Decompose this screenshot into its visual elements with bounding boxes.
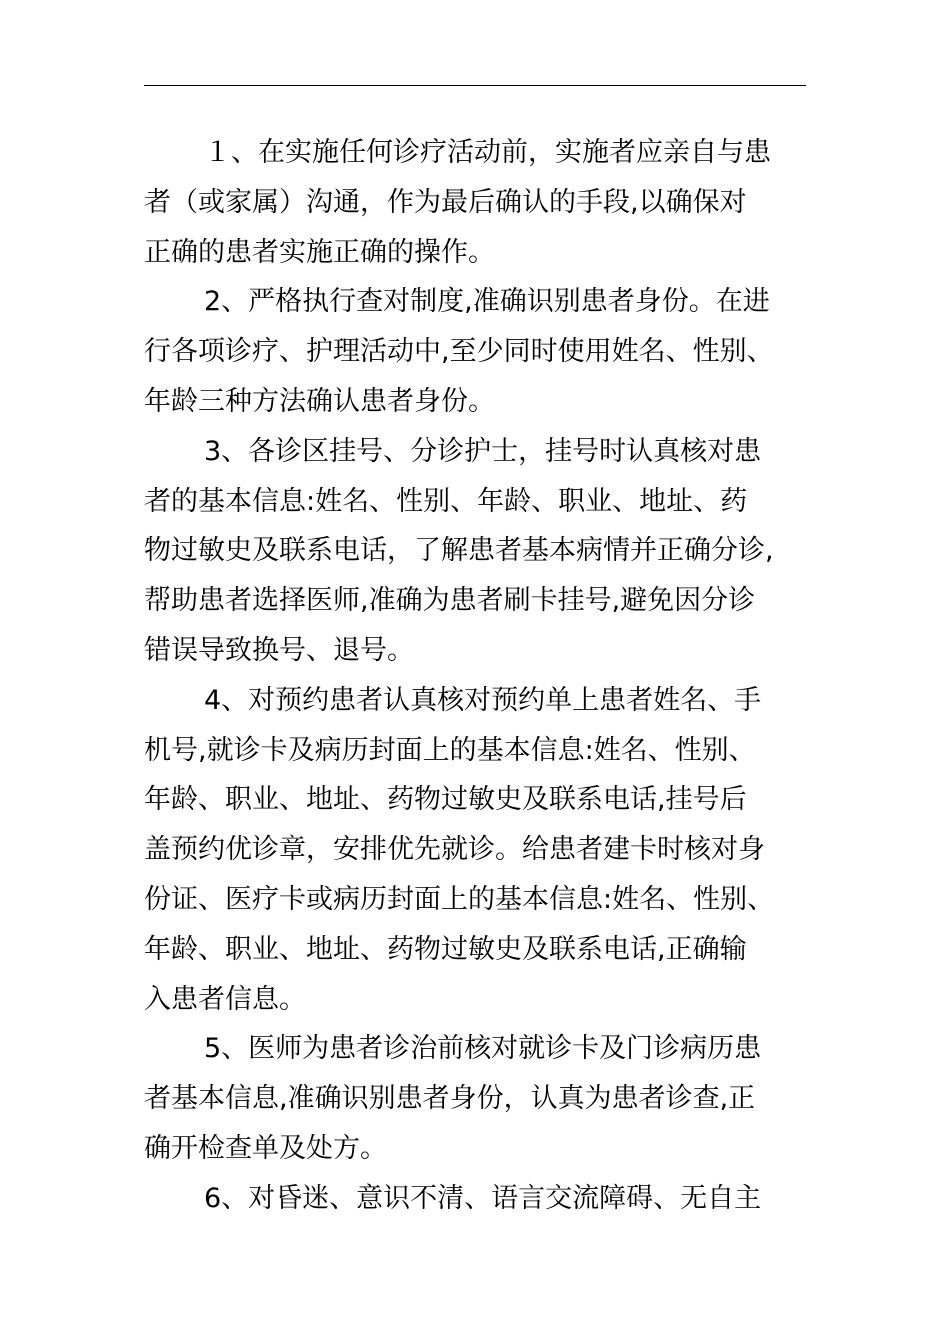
text-line: 3、各诊区挂号、分诊护士，挂号时认真核对患	[204, 435, 762, 467]
text-line: 年龄三种方法确认患者身份。	[144, 385, 495, 417]
text-line: 者基本信息,准确识别患者身份，认真为患者诊查,正	[144, 1083, 756, 1115]
paragraph-5	[144, 1024, 806, 1173]
paragraph-6	[144, 1174, 806, 1224]
paragraph-1	[144, 128, 806, 277]
text-line: １、在实施任何诊疗活动前，实施者应亲自与患	[204, 137, 771, 168]
text-line: 者（或家属）沟通，作为最后确认的手段,以确保对	[144, 186, 747, 218]
text-line: 确开检查单及处方。	[144, 1132, 387, 1164]
paragraph-2	[144, 277, 806, 426]
header-rule	[144, 85, 806, 86]
text-line: 错误导致换号、退号。	[144, 634, 414, 666]
text-line: 物过敏史及联系电话，了解患者基本病情并正确分诊,	[144, 535, 774, 567]
text-line: 4、对预约患者认真核对预约单上患者姓名、手	[204, 684, 762, 716]
text-line: 2、严格执行查对制度,准确识别患者身份。在进	[204, 286, 770, 318]
text-line: 年龄、职业、地址、药物过敏史及联系电话,挂号后	[144, 784, 747, 816]
paragraph-4	[144, 676, 806, 1025]
document-body	[144, 128, 806, 1224]
text-line: 正确的患者实施正确的操作。	[144, 236, 495, 268]
paragraph-3	[144, 427, 806, 676]
text-line: 行各项诊疗、护理活动中,至少同时使用姓名、性别、	[144, 336, 774, 368]
text-line: 6、对昏迷、意识不清、语言交流障碍、无自主	[204, 1182, 762, 1214]
text-line: 机号,就诊卡及病历封面上的基本信息:姓名、性别、	[144, 734, 756, 766]
text-line: 帮助患者选择医师,准确为患者刷卡挂号,避免因分诊	[144, 585, 756, 617]
text-line: 入患者信息。	[144, 983, 306, 1015]
text-line: 盖预约优诊章，安排优先就诊。给患者建卡时核对身	[144, 834, 765, 866]
text-line: 5、医师为患者诊治前核对就诊卡及门诊病历患	[204, 1033, 762, 1065]
text-line: 份证、医疗卡或病历封面上的基本信息:姓名、性别、	[144, 883, 775, 915]
text-line: 者的基本信息:姓名、性别、年龄、职业、地址、药	[144, 485, 748, 517]
text-line: 年龄、职业、地址、药物过敏史及联系电话,正确输	[144, 933, 747, 965]
